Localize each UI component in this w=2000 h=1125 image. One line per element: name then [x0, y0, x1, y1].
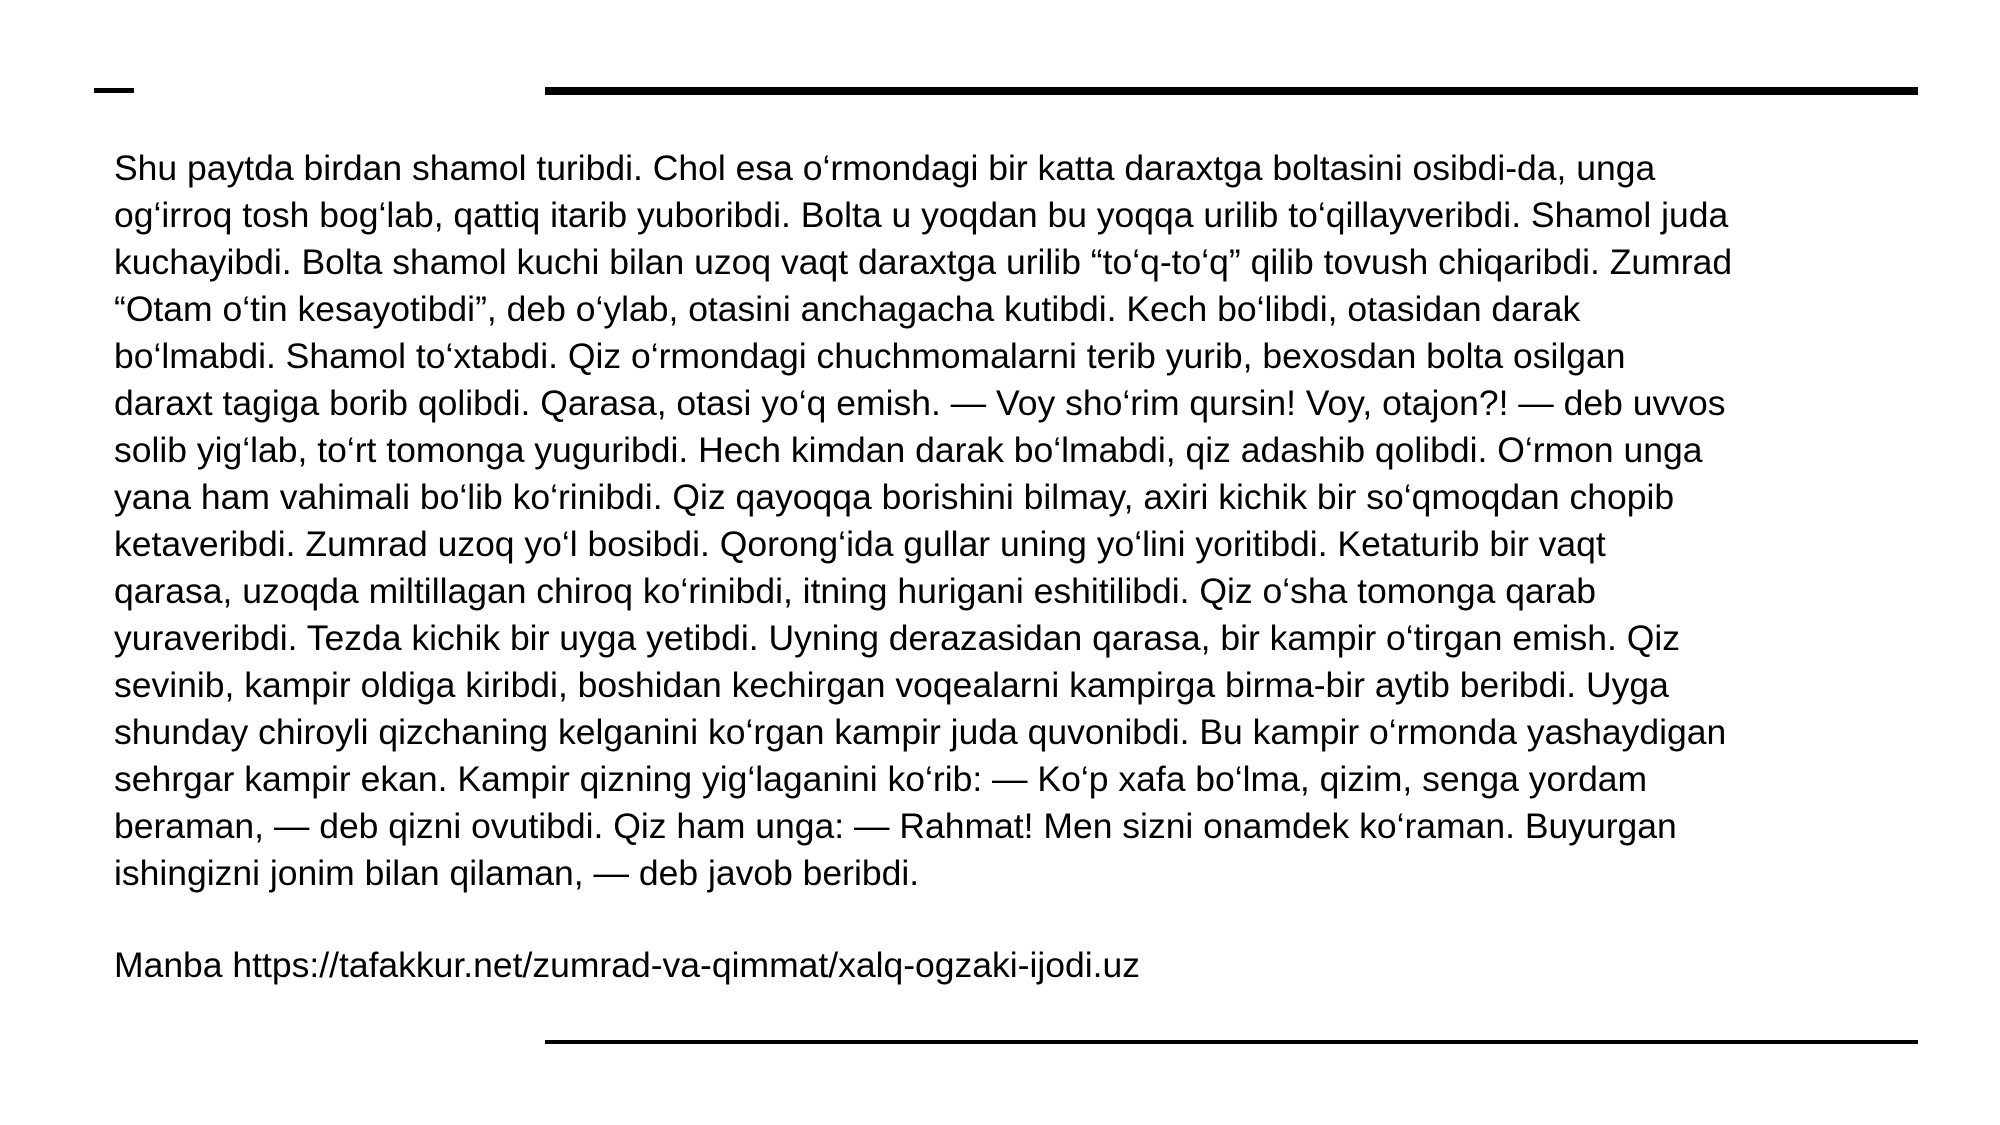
slide-dash-decoration	[94, 88, 134, 93]
story-line: og‘irroq tosh bog‘lab, qattiq itarib yuboribdi. Bolta u yoqdan bu yoqqa urilib to‘qillayveribdi. Shamol juda	[114, 195, 1729, 235]
story-line: bo‘lmabdi. Shamol to‘xtabdi. Qiz o‘rmondagi chuchmomalarni terib yurib, bexosdan bolta osilgan	[114, 336, 1626, 376]
story-line: Shu paytda birdan shamol turibdi. Chol esa o‘rmondagi bir katta daraxtga boltasini osibdi-da, unga	[114, 148, 1656, 188]
story-line: kuchayibdi. Bolta shamol kuchi bilan uzoq vaqt daraxtga urilib “to‘q-to‘q” qilib tovush chiqaribdi. Zumrad	[114, 242, 1733, 282]
story-line: yuraveribdi. Tezda kichik bir uyga yetibdi. Uyning derazasidan qarasa, bir kampir o‘tirgan emish. Qiz	[114, 618, 1681, 658]
story-line: sevinib, kampir oldiga kiribdi, boshidan kechirgan voqealarni kampirga birma-bir aytib beribdi. Uyga	[114, 665, 1669, 705]
story-line: ketaveribdi. Zumrad uzoq yo‘l bosibdi. Qorong‘ida gullar uning yo‘lini yoritibdi. Ketaturib bir vaqt	[114, 524, 1606, 564]
story-line: qarasa, uzoqda miltillagan chiroq ko‘rinibdi, itning hurigani eshitilibdi. Qiz o‘sha tomonga qarab	[114, 571, 1596, 611]
top-rule	[545, 87, 1918, 95]
story-line: daraxt tagiga borib qolibdi. Qarasa, otasi yo‘q emish. — Voy sho‘rim qursin! Voy, otajon?! — deb uvvos	[114, 383, 1726, 423]
story-line: solib yig‘lab, to‘rt tomonga yuguribdi. Hech kimdan darak bo‘lmabdi, qiz adashib qolibdi. O‘rmon unga	[114, 430, 1703, 470]
story-line: shunday chiroyli qizchaning kelganini ko‘rgan kampir juda quvonibdi. Bu kampir o‘rmonda yashaydigan	[114, 712, 1727, 752]
story-line: beraman, — deb qizni ovutibdi. Qiz ham unga: — Rahmat! Men sizni onamdek ko‘raman. Buyurgan	[114, 806, 1677, 846]
source-citation: Manba https://tafakkur.net/zumrad-va-qimmat/xalq-ogzaki-ijodi.uz	[114, 945, 1140, 985]
story-line: “Otam o‘tin kesayotibdi”, deb o‘ylab, otasini anchagacha kutibdi. Kech bo‘libdi, otasidan darak	[114, 289, 1581, 329]
bottom-rule	[545, 1040, 1918, 1044]
story-line: sehrgar kampir ekan. Kampir qizning yig‘laganini ko‘rib: — Ko‘p xafa bo‘lma, qizim, senga yordam	[114, 759, 1648, 799]
story-paragraph	[114, 145, 1924, 897]
story-line: ishingizni jonim bilan qilaman, — deb javob beribdi.	[114, 853, 920, 893]
story-line: yana ham vahimali bo‘lib ko‘rinibdi. Qiz qayoqqa borishini bilmay, axiri kichik bir so‘qmoqdan chopib	[114, 477, 1675, 517]
